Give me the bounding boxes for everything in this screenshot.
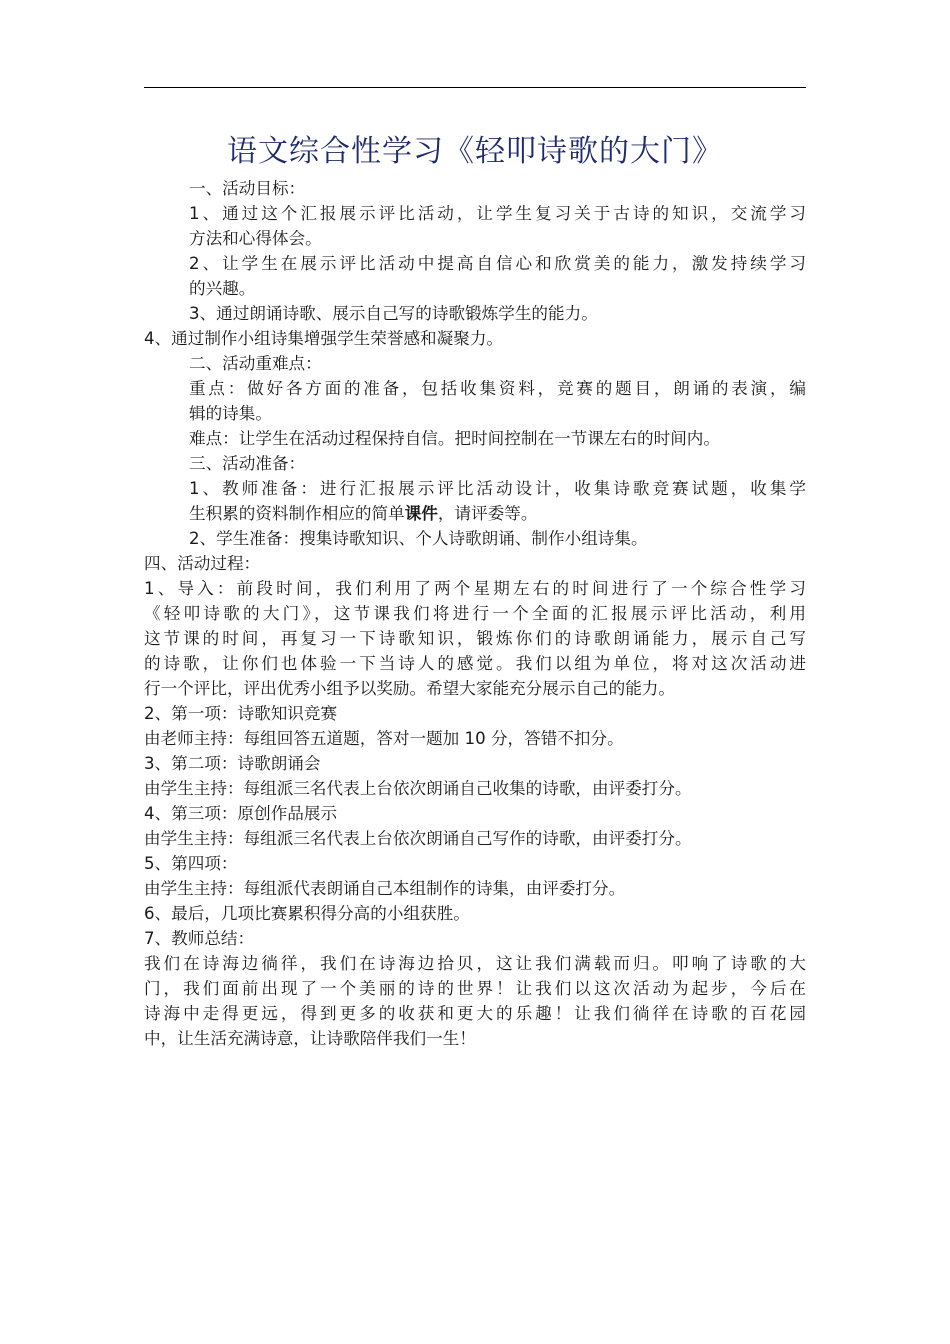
preparation-heading: 三、活动准备：: [189, 454, 306, 473]
objectives-heading: 一、活动目标：: [189, 179, 306, 198]
preparation-teacher-line-2: [144, 501, 806, 526]
document-title: 语文综合性学习《轻叩诗歌的大门》: [227, 134, 723, 169]
key-point-focus-line-2: 辑的诗集。: [189, 404, 272, 423]
summary-line: 诗海中走得更远，得到更多的收获和更大的乐趣！让我们徜徉在诗歌的百花园: [144, 1004, 806, 1023]
process-intro-line: 1、导入：前段时间，我们利用了两个星期左右的时间进行了一个综合性学习: [144, 579, 806, 598]
process-step-2: 2、第一项：诗歌知识竞赛: [144, 704, 338, 723]
process-step-6: 6、最后，几项比赛累积得分高的小组获胜。: [144, 904, 470, 923]
summary-line: 门，我们面前出现了一个美丽的诗的世界！让我们以这次活动为起步，今后在: [144, 979, 806, 998]
process-step-4-desc: 由学生主持：每组派三名代表上台依次朗诵自己写作的诗歌，由评委打分。: [144, 829, 692, 848]
preparation-teacher-text-end: ，请评委等。: [437, 504, 538, 523]
process-intro-line: 这节课的时间，再复习一下诗歌知识，锻炼你们的诗歌朗诵能力，展示自己写: [144, 629, 806, 648]
process-intro-line: 《轻叩诗歌的大门》，这节课我们将进行一个全面的汇报展示评比活动，利用: [144, 604, 806, 623]
header-rule: [144, 87, 806, 88]
preparation-teacher-line-1: 1、教师准备：进行汇报展示评比活动设计，收集诗歌竞赛试题，收集学: [189, 479, 806, 498]
courseware-term: 课件: [404, 504, 438, 523]
process-intro-line: 的诗歌，让你们也体验一下当诗人的感觉。我们以组为单位，将对这次活动进: [144, 654, 806, 673]
objective-2-line-1: 2、让学生在展示评比活动中提高自信心和欣赏美的能力，激发持续学习: [189, 254, 806, 273]
process-step-3: 3、第二项：诗歌朗诵会: [144, 754, 321, 773]
process-step-3-desc: 由学生主持：每组派三名代表上台依次朗诵自己收集的诗歌，由评委打分。: [144, 779, 692, 798]
summary-line: 中，让生活充满诗意，让诗歌陪伴我们一生！: [144, 1029, 476, 1048]
summary-line: 我们在诗海边徜徉，我们在诗海边拾贝，这让我们满载而归。叩响了诗歌的大: [144, 954, 806, 973]
key-point-focus-line-1: 重点：做好各方面的准备，包括收集资料，竞赛的题目，朗诵的表演，编: [189, 379, 806, 398]
objective-1-line-2: 方法和心得体会。: [189, 229, 322, 248]
preparation-student: 2、学生准备：搜集诗歌知识、个人诗歌朗诵、制作小组诗集。: [189, 529, 648, 548]
process-heading: 四、活动过程：: [144, 554, 261, 573]
key-points-heading: 二、活动重难点：: [189, 354, 322, 373]
process-intro-line: 行一个评比，评出优秀小组予以奖励。希望大家能充分展示自己的能力。: [144, 679, 675, 698]
process-step-7: 7、教师总结：: [144, 929, 255, 948]
objective-3: 3、通过朗诵诗歌、展示自己写的诗歌锻炼学生的能力。: [189, 304, 598, 323]
process-step-5-desc: 由学生主持：每组派代表朗诵自己本组制作的诗集，由评委打分。: [144, 879, 626, 898]
objective-4: 4、通过制作小组诗集增强学生荣誉感和凝聚力。: [144, 329, 504, 348]
preparation-teacher-text: 生积累的资料制作相应的简单: [189, 504, 405, 523]
objective-1-line-1: 1、通过这个汇报展示评比活动，让学生复习关于古诗的知识，交流学习: [189, 204, 806, 223]
key-point-difficulty: 难点：让学生在活动过程保持自信。把时间控制在一节课左右的时间内。: [189, 429, 720, 448]
process-step-4: 4、第三项：原创作品展示: [144, 804, 338, 823]
objective-2-line-2: 的兴趣。: [189, 279, 256, 298]
document-body: [144, 176, 806, 1051]
process-step-2-desc: 由老师主持：每组回答五道题，答对一题加 10 分，答错不扣分。: [144, 729, 624, 748]
process-step-5: 5、第四项：: [144, 854, 238, 873]
